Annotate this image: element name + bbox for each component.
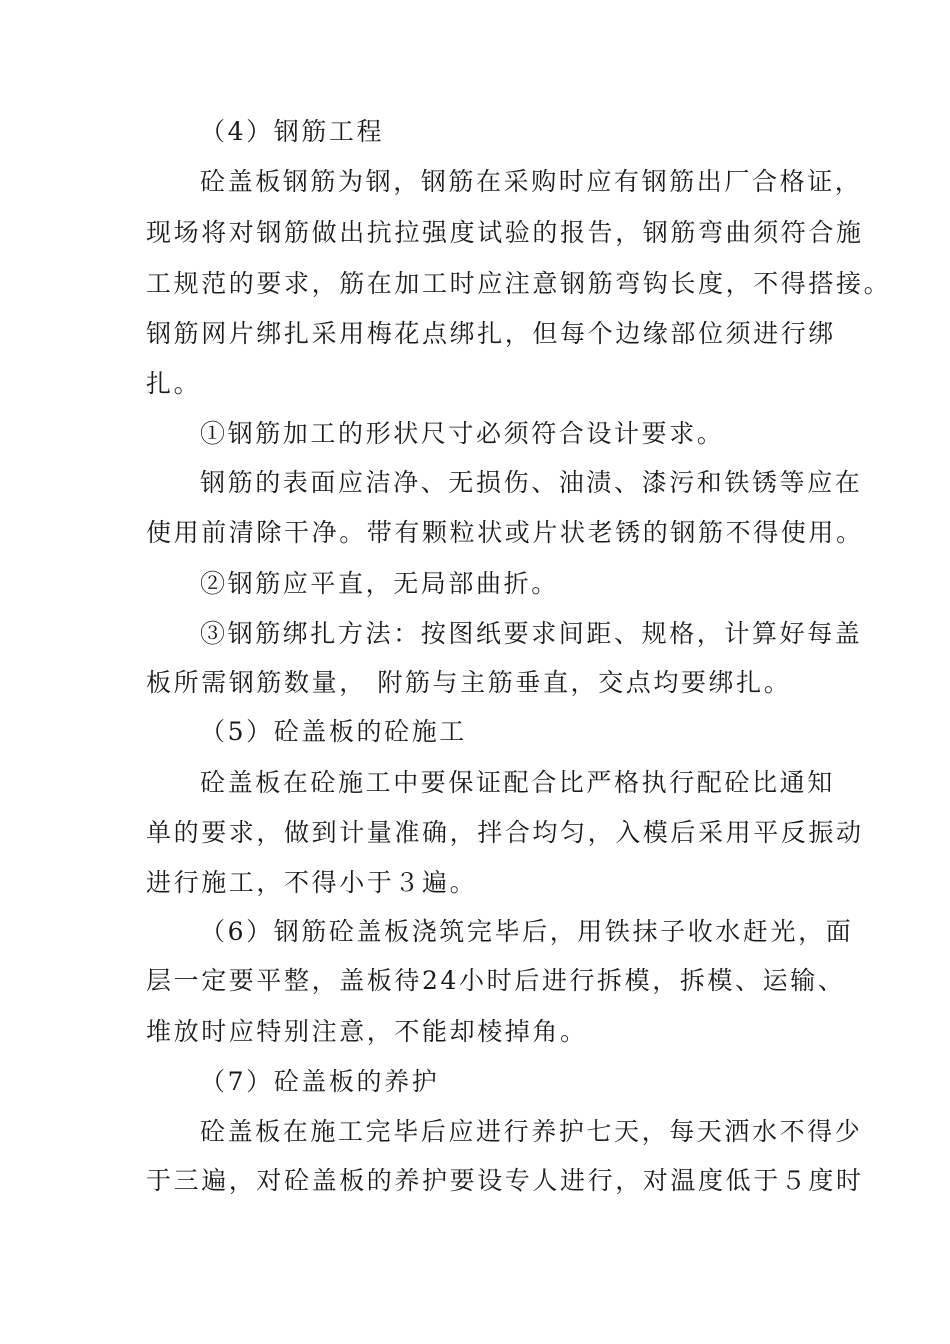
paragraph-line: 于三遍，对砼盖板的养护要设专人进行，对温度低于５度时 bbox=[146, 1166, 864, 1195]
paragraph-line: 使用前清除干净。带有颗粒状或片状老锈的钢筋不得使用。 bbox=[146, 518, 864, 547]
heading-cover-plate-concrete: （5）砼盖板的砼施工 bbox=[200, 717, 467, 746]
paragraph-line: 现场将对钢筋做出抗拉强度试验的报告，钢筋弯曲须符合施 bbox=[146, 218, 864, 247]
paragraph-line: 钢筋的表面应洁净、无损伤、油渍、漆污和铁锈等应在 bbox=[200, 468, 863, 497]
paragraph-line: 单的要求，做到计量准确，拌合均匀，入模后采用平反振动 bbox=[146, 818, 864, 847]
paragraph-line: 砼盖板在砼施工中要保证配合比严格执行配砼比通知 bbox=[200, 768, 835, 797]
list-item-3: ③钢筋绑扎方法：按图纸要求间距、规格，计算好每盖 bbox=[200, 619, 863, 648]
heading-cover-plate-curing: （7）砼盖板的养护 bbox=[200, 1067, 440, 1096]
list-item-1: ①钢筋加工的形状尺寸必须符合设计要求。 bbox=[200, 419, 725, 448]
paragraph-line: 砼盖板在施工完毕后应进行养护七天，每天洒水不得少 bbox=[200, 1117, 863, 1146]
paragraph-item-6: （6）钢筋砼盖板浇筑完毕后，用铁抹子收水赶光，面 bbox=[200, 917, 854, 946]
paragraph-line: 层一定要平整，盖板待24小时后进行拆模，拆模、运输、 bbox=[146, 966, 846, 995]
paragraph-line: 进行施工，不得小于３遍。 bbox=[146, 868, 478, 897]
paragraph-line: 堆放时应特别注意，不能却棱掉角。 bbox=[146, 1017, 588, 1046]
paragraph-line: 钢筋网片绑扎采用梅花点绑扎，但每个边缘部位须进行绑 bbox=[146, 319, 837, 348]
heading-steel-works: （4）钢筋工程 bbox=[200, 117, 385, 146]
paragraph-line: 工规范的要求，筋在加工时应注意钢筋弯钩长度，不得搭接。 bbox=[146, 269, 892, 298]
paragraph-line: 扎。 bbox=[146, 369, 202, 398]
list-item-2: ②钢筋应平直，无局部曲折。 bbox=[200, 569, 559, 598]
paragraph-line: 板所需钢筋数量， 附筋与主筋垂直，交点均要绑扎。 bbox=[146, 668, 792, 697]
paragraph-line: 砼盖板钢筋为钢，钢筋在采购时应有钢筋出厂合格证， bbox=[200, 167, 863, 196]
